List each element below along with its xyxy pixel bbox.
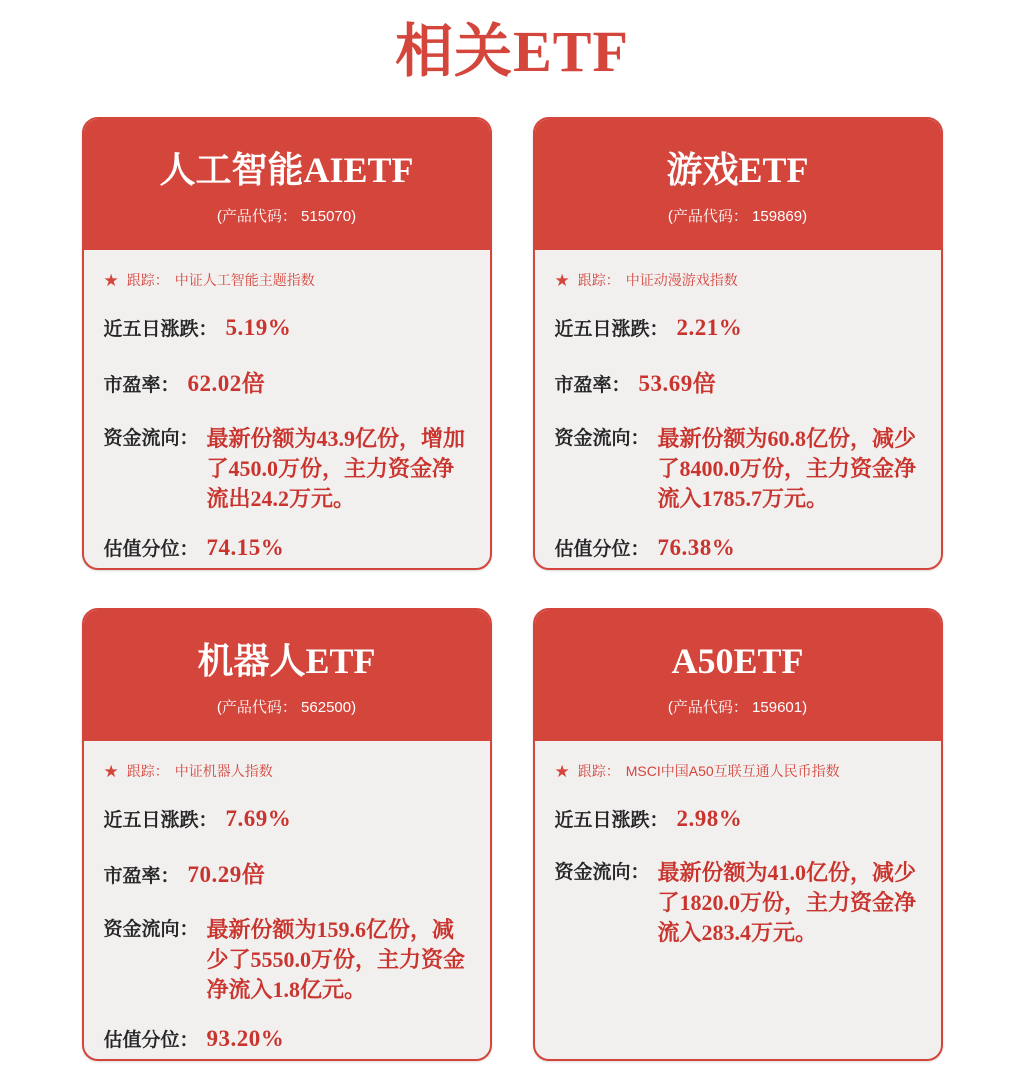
page-title <box>0 0 1024 98</box>
product-code: (产品代码： 159869) <box>667 208 808 225</box>
pe-label: 市盈率： <box>103 375 180 396</box>
pe-label: 市盈率： <box>103 866 180 887</box>
etf-name <box>84 640 490 682</box>
change-value: 2.98% <box>676 806 743 831</box>
etf-name <box>84 149 490 191</box>
tracking-row <box>555 270 923 290</box>
track-label: 跟踪： <box>577 272 620 288</box>
tracking-row <box>555 761 923 781</box>
flow-label: 资金流向： <box>554 862 650 883</box>
valuation-label: 估值分位： <box>103 1030 199 1051</box>
etf-name-latin: AIETF <box>303 150 414 190</box>
star-icon: ★ <box>103 761 119 781</box>
card-header <box>535 610 941 741</box>
pe-row <box>104 365 472 398</box>
etf-name <box>535 640 941 682</box>
flow-row <box>104 424 472 514</box>
change-row <box>555 314 923 341</box>
change-label: 近五日涨跌： <box>554 810 669 831</box>
track-label: 跟踪： <box>577 763 620 779</box>
card-header <box>84 119 490 250</box>
flow-label: 资金流向： <box>103 919 199 940</box>
pe-value: 53.69倍 <box>638 371 717 396</box>
track-index-name: 中证机器人指数 <box>174 763 273 779</box>
valuation-value: 74.15% <box>206 535 285 560</box>
page-title-latin: ETF <box>513 19 629 84</box>
track-index-name: MSCI中国A50互联互通人民币指数 <box>625 763 840 779</box>
card-body <box>84 250 490 561</box>
flow-row <box>555 424 923 514</box>
flow-value: 最新份额为60.8亿份，减少了8400.0万份，主力资金净流入1785.7万元。 <box>657 426 917 511</box>
change-value: 5.19% <box>225 315 292 340</box>
change-label: 近五日涨跌： <box>103 319 218 340</box>
valuation-label: 估值分位： <box>103 539 199 560</box>
change-label: 近五日涨跌： <box>103 810 218 831</box>
flow-row <box>555 858 923 948</box>
valuation-value: 93.20% <box>206 1026 285 1051</box>
etf-card-aietf <box>82 117 492 570</box>
card-body <box>535 250 941 561</box>
track-index-name: 中证人工智能主题指数 <box>174 272 315 288</box>
etf-card-robot <box>82 608 492 1061</box>
etf-card-game <box>533 117 943 570</box>
valuation-value: 76.38% <box>657 535 736 560</box>
page-title-zh: 相关 <box>395 19 514 84</box>
etf-name-latin: A50ETF <box>671 641 804 681</box>
etf-name-latin: ETF <box>305 641 376 681</box>
product-code: (产品代码： 515070) <box>216 208 357 225</box>
etf-cards-grid <box>0 117 1024 1061</box>
etf-name-zh: 游戏 <box>666 149 739 190</box>
card-header <box>535 119 941 250</box>
card-header <box>84 610 490 741</box>
valuation-row <box>104 1025 472 1052</box>
valuation-row <box>555 534 923 561</box>
change-row <box>104 805 472 832</box>
flow-value: 最新份额为43.9亿份，增加了450.0万份，主力资金净流出24.2万元。 <box>206 426 466 511</box>
change-value: 2.21% <box>676 315 743 340</box>
change-value: 7.69% <box>225 806 292 831</box>
etf-name <box>535 149 941 191</box>
tracking-row <box>104 270 472 290</box>
valuation-row <box>104 534 472 561</box>
flow-row <box>104 915 472 1005</box>
change-row <box>555 805 923 832</box>
flow-label: 资金流向： <box>554 428 650 449</box>
flow-value: 最新份额为41.0亿份，减少了1820.0万份，主力资金净流入283.4万元。 <box>657 860 917 945</box>
change-row <box>104 314 472 341</box>
star-icon: ★ <box>554 270 570 290</box>
product-code: (产品代码： 562500) <box>216 699 357 716</box>
etf-card-a50 <box>533 608 943 1061</box>
pe-label: 市盈率： <box>554 375 631 396</box>
star-icon: ★ <box>103 270 119 290</box>
track-label: 跟踪： <box>126 763 169 779</box>
star-icon: ★ <box>554 761 570 781</box>
pe-row <box>555 365 923 398</box>
product-code: (产品代码： 159601) <box>667 699 808 716</box>
card-body <box>535 741 941 948</box>
flow-label: 资金流向： <box>103 428 199 449</box>
tracking-row <box>104 761 472 781</box>
pe-value: 70.29倍 <box>187 862 266 887</box>
etf-name-zh: 人工智能 <box>159 149 304 190</box>
card-body <box>84 741 490 1052</box>
track-index-name: 中证动漫游戏指数 <box>625 272 738 288</box>
pe-row <box>104 856 472 889</box>
etf-name-zh: 机器人 <box>197 640 306 681</box>
pe-value: 62.02倍 <box>187 371 266 396</box>
change-label: 近五日涨跌： <box>554 319 669 340</box>
flow-value: 最新份额为159.6亿份，减少了5550.0万份，主力资金净流入1.8亿元。 <box>206 917 466 1002</box>
track-label: 跟踪： <box>126 272 169 288</box>
valuation-label: 估值分位： <box>554 539 650 560</box>
etf-name-latin: ETF <box>738 150 809 190</box>
